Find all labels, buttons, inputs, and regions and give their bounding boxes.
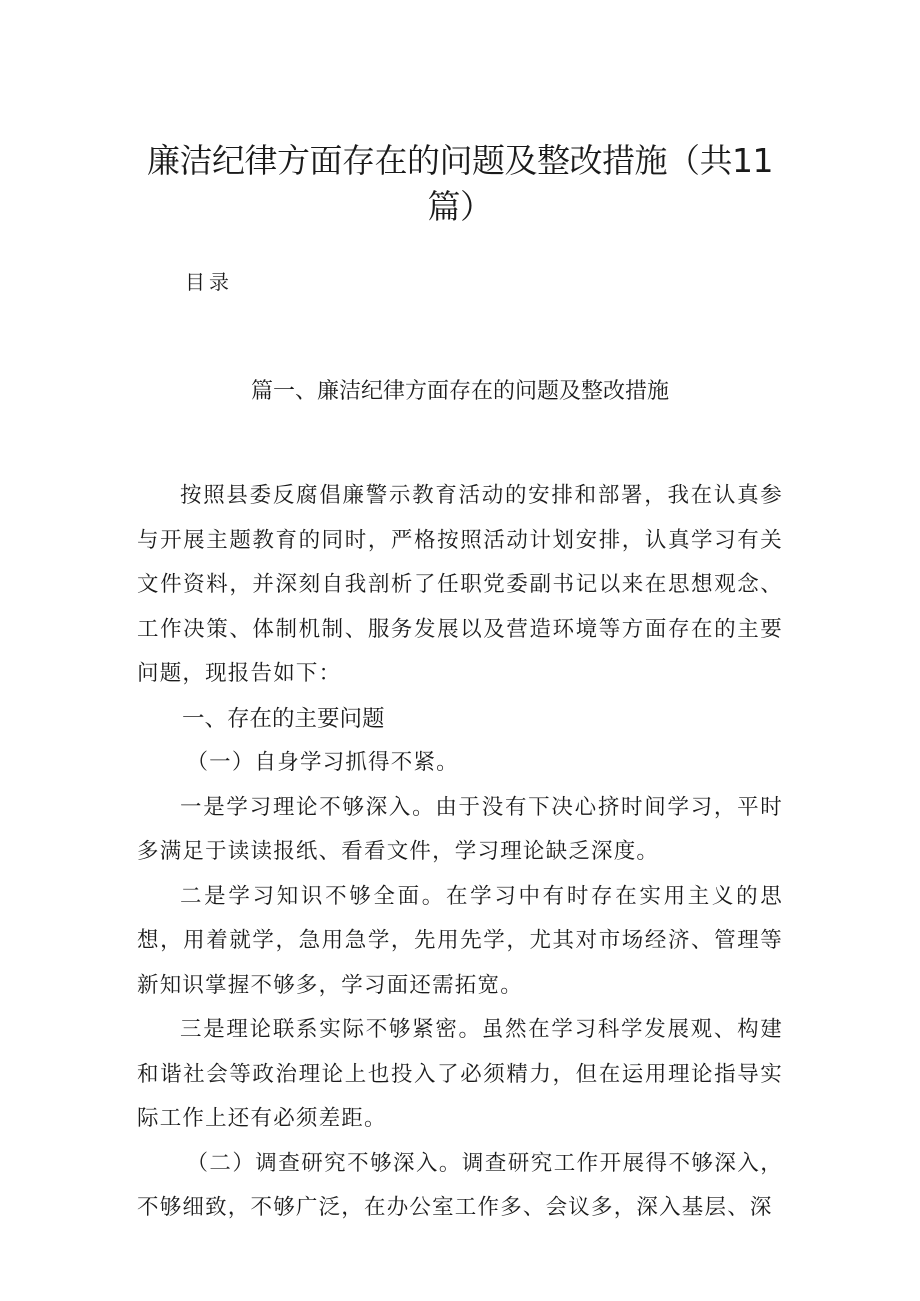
heading-main-problems: 一、存在的主要问题 — [182, 705, 385, 732]
document-title: 廉洁纪律方面存在的问题及整改措施（共11篇） — [147, 141, 773, 226]
section-title: 篇一、廉洁纪律方面存在的问题及整改措施 — [250, 379, 669, 404]
paragraph-point-3: 三是理论联系实际不够紧密。虽然在学习科学发展观、构建和谐社会等政治理论上也投入了必须精力，但在运用理论指导实际工作上还有必须差距。 — [137, 1017, 783, 1131]
paragraph-point-1: 一是学习理论不够深入。由于没有下决心挤时间学习，平时多满足于读读报纸、看看文件，学习理论缺乏深度。 — [137, 794, 783, 864]
paragraph-point-2: 二是学习知识不够全面。在学习中有时存在实用主义的思想，用着就学，急用急学，先用先学，尤其对市场经济、管理等新知识掌握不够多，学习面还需拓宽。 — [137, 883, 783, 998]
paragraph-research: （二）调查研究不够深入。调查研究工作开展得不够深入，不够细致，不够广泛，在办公室工作多、会议多，深入基层、深 — [137, 1150, 783, 1220]
document-body — [137, 474, 783, 1231]
toc-label: 目录 — [185, 270, 233, 294]
intro-paragraph: 按照县委反腐倡廉警示教育活动的安排和部署，我在认真参与开展主题教育的同时，严格按照活动计划安排，认真学习有关文件资料，并深刻自我剖析了任职党委副书记以来在思想观念、工作决策、体制机制、服务发展以及营造环境等方面存在的主要问题，现报告如下： — [137, 483, 783, 686]
subheading-study: （一）自身学习抓得不紧。 — [186, 750, 459, 775]
